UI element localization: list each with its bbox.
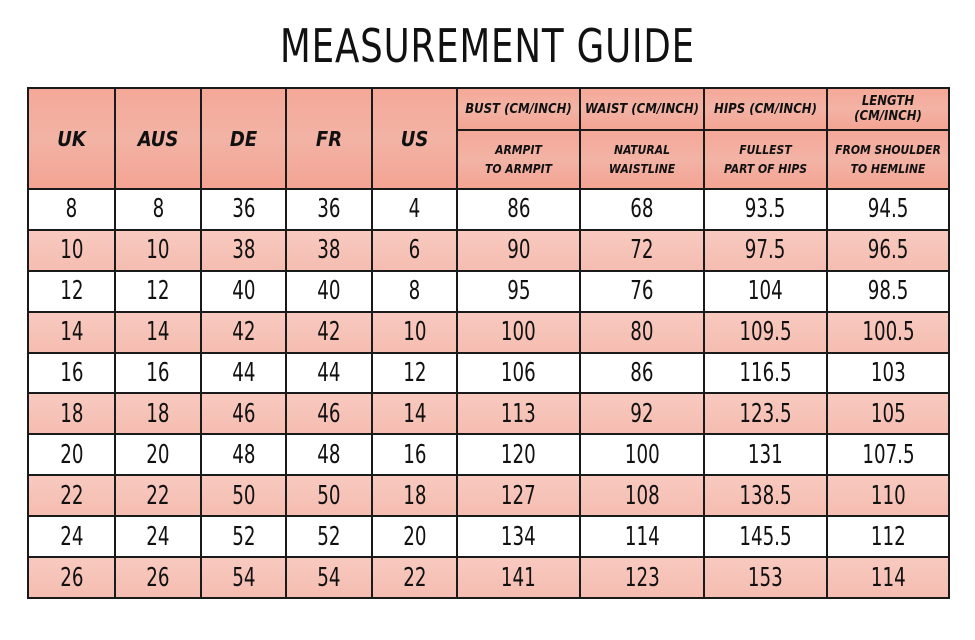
table-cell: 76	[580, 271, 704, 312]
table-row	[28, 434, 949, 475]
table-cell: 80	[580, 312, 704, 353]
table-cell: 120	[457, 434, 580, 475]
col-header-uk: UK	[28, 88, 115, 189]
table-cell: 16	[115, 353, 201, 394]
table-cell: 46	[286, 393, 372, 434]
table-cell: 86	[580, 353, 704, 394]
table-cell: 10	[372, 312, 457, 353]
table-cell: 24	[28, 516, 115, 557]
table-row	[28, 312, 949, 353]
table-row	[28, 230, 949, 271]
table-row	[28, 516, 949, 557]
table-cell: 86	[457, 189, 580, 230]
table-cell: 100.5	[827, 312, 949, 353]
table-cell: 26	[115, 557, 201, 598]
table-cell: 52	[286, 516, 372, 557]
table-cell: 113	[457, 393, 580, 434]
table-cell: 92	[580, 393, 704, 434]
table-cell: 18	[115, 393, 201, 434]
table-cell: 8	[28, 189, 115, 230]
table-cell: 141	[457, 557, 580, 598]
table-cell: 8	[115, 189, 201, 230]
col-header-waist: WAIST (CM/INCH)	[580, 88, 704, 130]
table-cell: 44	[286, 353, 372, 394]
table-cell: 36	[286, 189, 372, 230]
table-cell: 138.5	[704, 475, 827, 516]
table-cell: 6	[372, 230, 457, 271]
table-cell: 4	[372, 189, 457, 230]
table-cell: 20	[115, 434, 201, 475]
table-cell: 106	[457, 353, 580, 394]
col-header-aus: AUS	[115, 88, 201, 189]
table-cell: 109.5	[704, 312, 827, 353]
table-cell: 20	[372, 516, 457, 557]
table-cell: 16	[372, 434, 457, 475]
table-cell: 145.5	[704, 516, 827, 557]
table-cell: 123.5	[704, 393, 827, 434]
table-row	[28, 353, 949, 394]
table-cell: 44	[201, 353, 286, 394]
table-cell: 16	[28, 353, 115, 394]
col-header-bust: BUST (CM/INCH)	[457, 88, 580, 130]
table-cell: 98.5	[827, 271, 949, 312]
table-cell: 72	[580, 230, 704, 271]
table-cell: 54	[286, 557, 372, 598]
table-cell: 127	[457, 475, 580, 516]
table-cell: 114	[580, 516, 704, 557]
table-cell: 95	[457, 271, 580, 312]
col-header-hips: HIPS (CM/INCH)	[704, 88, 827, 130]
table-cell: 40	[201, 271, 286, 312]
table-row	[28, 189, 949, 230]
table-cell: 22	[115, 475, 201, 516]
table-cell: 8	[372, 271, 457, 312]
table-cell: 20	[28, 434, 115, 475]
col-header-length: LENGTH (CM/INCH)	[827, 88, 949, 130]
table-cell: 42	[286, 312, 372, 353]
subheader-hips: FULLEST PART OF HIPS	[704, 130, 827, 189]
table-cell: 36	[201, 189, 286, 230]
table-cell: 68	[580, 189, 704, 230]
table-cell: 18	[372, 475, 457, 516]
table-cell: 114	[827, 557, 949, 598]
table-cell: 105	[827, 393, 949, 434]
table-cell: 22	[372, 557, 457, 598]
table-cell: 107.5	[827, 434, 949, 475]
table-cell: 12	[115, 271, 201, 312]
table-cell: 108	[580, 475, 704, 516]
table-cell: 26	[28, 557, 115, 598]
col-header-fr: FR	[286, 88, 372, 189]
table-cell: 18	[28, 393, 115, 434]
table-cell: 50	[286, 475, 372, 516]
table-cell: 52	[201, 516, 286, 557]
table-cell: 10	[28, 230, 115, 271]
table-cell: 94.5	[827, 189, 949, 230]
table-cell: 42	[201, 312, 286, 353]
table-cell: 12	[372, 353, 457, 394]
table-cell: 100	[457, 312, 580, 353]
table-cell: 116.5	[704, 353, 827, 394]
table-cell: 134	[457, 516, 580, 557]
table-cell: 112	[827, 516, 949, 557]
table-cell: 104	[704, 271, 827, 312]
table-cell: 48	[286, 434, 372, 475]
subheader-length: FROM SHOULDER TO HEMLINE	[827, 130, 949, 189]
table-cell: 97.5	[704, 230, 827, 271]
table-cell: 14	[372, 393, 457, 434]
table-body	[28, 189, 949, 598]
table-cell: 12	[28, 271, 115, 312]
size-chart-table	[27, 87, 950, 599]
table-cell: 14	[28, 312, 115, 353]
table-cell: 48	[201, 434, 286, 475]
table-cell: 24	[115, 516, 201, 557]
table-cell: 153	[704, 557, 827, 598]
table-cell: 38	[201, 230, 286, 271]
table-cell: 50	[201, 475, 286, 516]
table-row	[28, 557, 949, 598]
table-cell: 14	[115, 312, 201, 353]
table-cell: 100	[580, 434, 704, 475]
col-header-us: US	[372, 88, 457, 189]
table-header	[28, 88, 949, 189]
col-header-de: DE	[201, 88, 286, 189]
table-cell: 123	[580, 557, 704, 598]
table-cell: 93.5	[704, 189, 827, 230]
subheader-bust: ARMPIT TO ARMPIT	[457, 130, 580, 189]
table-cell: 103	[827, 353, 949, 394]
table-cell: 22	[28, 475, 115, 516]
table-cell: 131	[704, 434, 827, 475]
table-row	[28, 393, 949, 434]
table-row	[28, 271, 949, 312]
table-cell: 46	[201, 393, 286, 434]
table-cell: 40	[286, 271, 372, 312]
table-cell: 10	[115, 230, 201, 271]
table-cell: 96.5	[827, 230, 949, 271]
table-row	[28, 475, 949, 516]
page-title: MEASUREMENT GUIDE	[280, 19, 695, 73]
table-cell: 110	[827, 475, 949, 516]
subheader-waist: NATURAL WAISTLINE	[580, 130, 704, 189]
table-cell: 54	[201, 557, 286, 598]
table-cell: 90	[457, 230, 580, 271]
table-cell: 38	[286, 230, 372, 271]
